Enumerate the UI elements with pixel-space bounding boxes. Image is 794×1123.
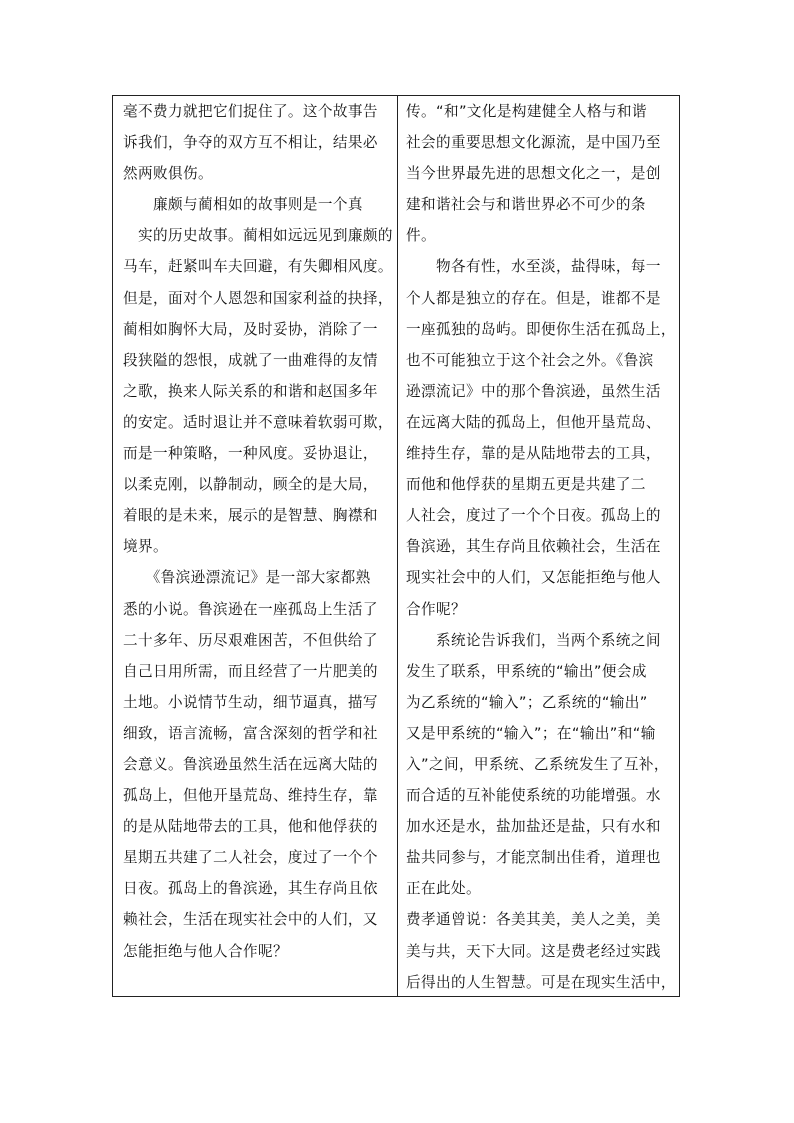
right-column-text-line: 也不可能独立于这个社会之外。《鲁滨: [406, 351, 654, 369]
right-column-text-line: 系统论告诉我们，当两个系统之间: [406, 631, 661, 649]
right-column-text-line: 为乙系统的“输入”；乙系统的“输出”: [406, 693, 648, 711]
right-column-text-line: 传。“和”文化是构建健全人格与和谐: [406, 103, 647, 120]
right-column-text-line: 而他和他俘获的星期五更是共建了二: [406, 476, 646, 494]
right-column-text-line: 入”之间，甲系统、乙系统发生了互补，: [406, 755, 669, 773]
right-column-text-line: 正在此处。: [406, 880, 481, 898]
left-column-text-line: 星期五共建了二人社会，度过了一个个: [123, 849, 378, 867]
left-column-text-line: 细致，语言流畅，富含深刻的哲学和社: [123, 724, 378, 742]
right-column-text-line: 人社会，度过了一个个日夜。孤岛上的: [406, 507, 661, 525]
right-column-text-line: 加水还是水，盐加盐还是盐，只有水和: [406, 818, 661, 836]
left-column-text-line: 蔺相如胸怀大局，及时妥协，消除了一: [123, 320, 378, 338]
left-column-text-line: 毫不费力就把它们捉住了。这个故事告: [123, 103, 378, 120]
right-column-text-line: 现实社会中的人们，又怎能拒绝与他人: [406, 569, 661, 587]
left-column-text-line: 廉颇与蔺相如的故事则是一个真: [123, 196, 363, 214]
left-column-text-line: 会意义。鲁滨逊虽然生活在远离大陆的: [123, 755, 378, 773]
left-column-text-line: 土地。小说情节生动，细节逼真，描写: [123, 693, 378, 711]
left-column-text-line: 的是从陆地带去的工具，他和他俘获的: [123, 818, 378, 836]
right-column-text-line: 当今世界最先进的思想文化之一，是创: [406, 165, 661, 183]
two-column-table: [112, 95, 680, 997]
right-column-text-line: 逊漂流记》中的那个鲁滨逊，虽然生活: [406, 382, 661, 400]
left-column-text-line: 孤岛上，但他开垦荒岛、维持生存，靠: [123, 787, 378, 805]
right-column-text-line: 个人都是独立的存在。但是，谁都不是: [406, 289, 661, 307]
left-column-text-line: 而是一种策略，一种风度。妥协退让，: [123, 445, 378, 463]
left-column-text-line: 马车，赶紧叫车夫回避，有失卿相风度。: [123, 258, 393, 276]
left-column-text-line: 日夜。孤岛上的鲁滨逊，其生存尚且依: [123, 880, 378, 898]
left-column-text-line: 以柔克刚，以静制动，顾全的是大局，: [123, 476, 378, 494]
left-column-text-line: 然两败俱伤。: [123, 165, 213, 183]
left-column-text-line: 诉我们，争夺的双方互不相让，结果必: [123, 134, 378, 152]
right-column-text-line: 一座孤独的岛屿。即便你生活在孤岛上，: [406, 320, 676, 338]
left-column-text-line: 但是，面对个人恩怨和国家利益的抉择，: [123, 289, 393, 307]
right-column-text-line: 又是甲系统的“输入”；在“输出”和“输: [406, 724, 656, 742]
right-column-text-line: 物各有性，水至淡，盐得味，每一: [406, 258, 661, 276]
left-column-text-line: 着眼的是未来，展示的是智慧、胸襟和: [123, 507, 378, 525]
right-column-text-line: 盐共同参与，才能烹制出佳肴，道理也: [406, 849, 661, 867]
right-column-text-line: 发生了联系，甲系统的“输出”便会成: [406, 662, 647, 680]
left-column-text-line: 境界。: [123, 538, 168, 556]
left-column-text-line: 之歌，换来人际关系的和谐和赵国多年: [123, 382, 378, 400]
left-column: [113, 96, 398, 996]
left-column-text-line: 二十多年、历尽艰难困苦，不但供给了: [123, 631, 378, 649]
right-column-text-line: 建和谐社会与和谐世界必不可少的条: [406, 196, 646, 214]
left-column-text-line: 悉的小说。鲁滨逊在一座孤岛上生活了: [123, 600, 378, 618]
left-column-text-line: 段狭隘的怨恨，成就了一曲难得的友情: [123, 351, 378, 369]
left-column-text-line: 的安定。适时退让并不意味着软弱可欺，: [123, 413, 393, 431]
right-column-text-line: 合作呢？: [406, 600, 466, 618]
left-column-text-line: 实的历史故事。蔺相如远远见到廉颇的: [123, 227, 393, 245]
left-column-text-line: 怎能拒绝与他人合作呢？: [123, 942, 288, 960]
right-column-text-line: 在远离大陆的孤岛上，但他开垦荒岛、: [406, 413, 661, 431]
right-column-text-line: 美与共，天下大同。这是费老经过实践: [406, 942, 661, 960]
left-column-text-line: 赖社会，生活在现实社会中的人们，又: [123, 911, 378, 929]
right-column-text-line: 社会的重要思想文化源流，是中国乃至: [406, 134, 661, 152]
right-column: [398, 96, 679, 996]
right-column-text-line: 后得出的人生智慧。可是在现实生活中，: [406, 973, 676, 991]
left-column-text-line: 自己日用所需，而且经营了一片肥美的: [123, 662, 378, 680]
right-column-text-line: 维持生存，靠的是从陆地带去的工具，: [406, 445, 661, 463]
right-column-text-line: 件。: [406, 227, 436, 245]
left-column-text-line: 《鲁滨逊漂流记》是一部大家都熟: [123, 569, 371, 587]
right-column-text-line: 而合适的互补能使系统的功能增强。水: [406, 787, 661, 805]
right-column-text-line: 鲁滨逊，其生存尚且依赖社会，生活在: [406, 538, 661, 556]
right-column-text-line: 费孝通曾说：各美其美，美人之美，美: [406, 911, 661, 929]
